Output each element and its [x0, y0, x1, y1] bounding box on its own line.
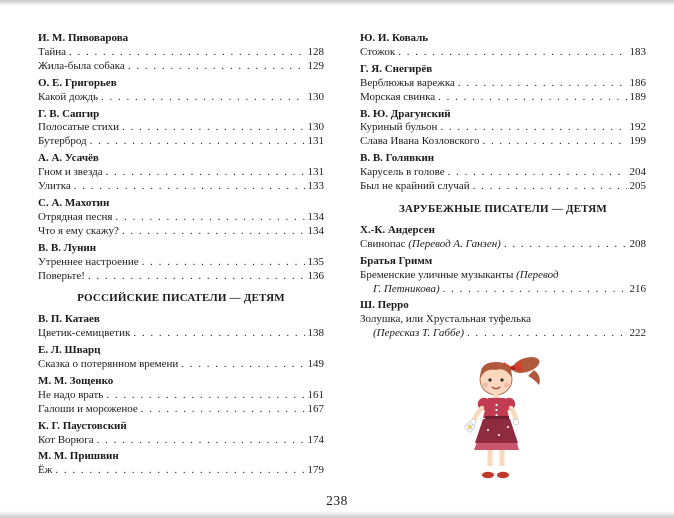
toc-entry	[38, 121, 324, 135]
page-ref: 149	[307, 358, 324, 371]
entry-title-text: Отрядная песня	[38, 210, 113, 223]
page-ref: 183	[629, 45, 646, 58]
toc-entry	[38, 225, 324, 239]
entry-row	[360, 121, 646, 135]
dot-leader	[504, 238, 627, 252]
page-edge-bottom	[0, 511, 674, 518]
entry-title-text: Золушка, или Хрустальная туфелька	[360, 313, 532, 326]
entry-title-text: Бременские уличные музыканты	[360, 268, 517, 281]
dot-leader	[122, 121, 305, 135]
dot-leader	[69, 46, 305, 60]
entry-title	[38, 389, 103, 403]
page-ref: 134	[307, 224, 324, 237]
author-name: С. А. Махотин	[38, 196, 110, 209]
entry-title-text: Что я ему скажу?	[38, 224, 119, 237]
entry-title-line	[360, 269, 646, 283]
entry-title-text: Сказка о потерянном времени	[38, 358, 179, 371]
entry-row	[360, 180, 646, 194]
dot-leader	[142, 256, 305, 270]
author-name: И. М. Пивоварова	[38, 32, 129, 44]
toc-entry	[38, 270, 324, 284]
author-name: В. В. Голявкин	[360, 152, 435, 165]
entry-title	[38, 121, 119, 135]
entry-row	[38, 166, 324, 180]
entry-title-text: Куриный бульон	[360, 121, 438, 134]
toc-entry	[38, 60, 324, 74]
entry-title-text: Карусель в голове	[360, 166, 445, 179]
entry-row	[38, 211, 324, 225]
folio-page-number: 238	[326, 493, 348, 508]
entry-title	[38, 211, 113, 225]
entry-title-text: (Перевод	[516, 268, 559, 281]
entry-title	[38, 464, 52, 478]
toc-entry	[38, 327, 324, 341]
entry-row	[38, 403, 324, 417]
entry-title	[360, 135, 479, 149]
entry-title	[38, 46, 66, 60]
author-name: Братья Гримм	[360, 254, 433, 267]
entry-title	[38, 434, 94, 448]
dot-leader	[440, 121, 626, 135]
page-ref: 216	[629, 282, 646, 295]
dot-leader	[88, 270, 305, 284]
author-name: Е. Л. Шварц	[38, 344, 101, 357]
entry-title-text: (Перевод А. Ганзен)	[408, 237, 501, 250]
entry-row	[38, 270, 324, 284]
dot-leader	[133, 327, 304, 341]
entry-title-text: Жила-была собака	[38, 59, 125, 72]
entry-row	[38, 225, 324, 239]
page-ref: 129	[307, 59, 324, 72]
author-name: Г. Я. Снегирёв	[360, 62, 433, 75]
entry-row	[38, 327, 324, 341]
entry-title	[360, 180, 470, 194]
entry-title	[360, 166, 445, 180]
dot-leader	[116, 211, 305, 225]
entry-row	[38, 60, 324, 74]
toc-entry	[38, 358, 324, 372]
entry-row	[38, 46, 324, 60]
entry-title	[38, 327, 130, 341]
entry-title-text: Какой дождь	[38, 90, 99, 103]
entry-row	[360, 91, 646, 105]
entry-title-text: Был не крайний случай	[360, 180, 470, 193]
dot-leader	[141, 403, 305, 417]
page-ref: 131	[307, 166, 324, 179]
page-ref: 130	[307, 121, 324, 134]
author-name: К. Г. Паустовский	[38, 419, 127, 432]
entry-title	[38, 358, 178, 372]
page-ref: 138	[307, 327, 324, 340]
entry-title	[38, 135, 87, 149]
entry-title	[38, 270, 85, 284]
entry-title-text: Не надо врать	[38, 388, 104, 401]
entry-title	[373, 327, 464, 341]
dot-leader	[467, 327, 626, 341]
entry-row	[38, 389, 324, 403]
dot-leader	[482, 135, 626, 149]
page-ref: 128	[307, 45, 324, 58]
toc-entry	[360, 269, 646, 297]
entry-title	[373, 283, 440, 297]
toc-entry	[360, 166, 646, 180]
author-name: В. Ю. Драгунский	[360, 107, 451, 120]
dot-leader	[106, 166, 305, 180]
entry-title-text: Свинопас	[360, 237, 409, 250]
author-name: О. Е. Григорьев	[38, 76, 117, 89]
dot-leader	[398, 46, 626, 60]
entry-title	[360, 238, 501, 252]
author-name: М. М. Пришвин	[38, 450, 119, 463]
page-ref: 174	[307, 433, 324, 446]
entry-title-text: Полосатые стихи	[38, 121, 119, 134]
toc-entry	[38, 180, 324, 194]
entry-title-text: Цветик-семицветик	[38, 327, 131, 340]
entry-title-line	[360, 313, 646, 327]
author-name: А. А. Усачёв	[38, 152, 99, 165]
entry-title	[38, 180, 71, 194]
page-edge-top	[0, 0, 674, 6]
page-ref: 134	[307, 210, 324, 223]
page-ref: 167	[307, 402, 324, 415]
entry-title	[38, 60, 125, 74]
section-header: РОССИЙСКИЕ ПИСАТЕЛИ — ДЕТЯМ	[77, 292, 285, 305]
entry-row	[38, 121, 324, 135]
entry-row	[360, 77, 646, 91]
page-ref: 136	[307, 269, 324, 282]
entry-title-text: Утреннее настроение	[38, 255, 139, 268]
dot-leader	[443, 283, 627, 297]
page-ref: 205	[629, 180, 646, 193]
entry-row	[38, 180, 324, 194]
entry-title-text: Морская свинка	[360, 90, 436, 103]
entry-title-text: Кот Ворюга	[38, 433, 94, 446]
entry-row	[38, 256, 324, 270]
toc-entry	[360, 135, 646, 149]
entry-title-text: Гном и звезда	[38, 166, 103, 179]
entry-row	[38, 358, 324, 372]
entry-title	[38, 166, 103, 180]
dot-leader	[90, 135, 305, 149]
page-ref: 199	[629, 135, 646, 148]
author-name: Х.-К. Андерсен	[360, 223, 435, 236]
page-ref: 204	[629, 166, 646, 179]
page-ref: 135	[307, 255, 324, 268]
toc-entry	[360, 313, 646, 341]
dot-leader	[97, 434, 305, 448]
entry-row	[360, 327, 646, 341]
dot-leader	[106, 389, 304, 403]
author-name: Г. В. Сапгир	[38, 107, 100, 120]
page-ref: 222	[629, 327, 646, 340]
entry-title	[38, 91, 98, 105]
toc-entry	[38, 403, 324, 417]
dot-leader	[448, 166, 627, 180]
entry-title	[38, 256, 139, 270]
section-header: ЗАРУБЕЖНЫЕ ПИСАТЕЛИ — ДЕТЯМ	[398, 202, 607, 215]
dot-leader	[101, 91, 304, 105]
entry-title-text: Слава Ивана Козловского	[360, 135, 480, 148]
entry-row	[38, 135, 324, 149]
dot-leader	[128, 60, 305, 74]
girl-illustration	[452, 352, 560, 494]
dot-leader	[122, 225, 305, 239]
toc-column-left	[38, 32, 324, 478]
entry-row	[360, 46, 646, 60]
entry-row	[360, 135, 646, 149]
dot-leader	[181, 358, 304, 372]
page-ref: 131	[307, 135, 324, 148]
author-name: Ш. Перро	[360, 299, 409, 312]
dot-leader	[438, 91, 626, 105]
page-ref: 189	[629, 90, 646, 103]
page-ref: 208	[629, 237, 646, 250]
toc-entry	[38, 166, 324, 180]
toc-entry	[360, 180, 646, 194]
entry-row	[360, 166, 646, 180]
entry-title-text: (Пересказ Т. Габбе)	[373, 327, 465, 340]
entry-title-text: Ёж	[38, 464, 53, 477]
dot-leader	[55, 464, 304, 478]
page-ref: 186	[629, 76, 646, 89]
toc-entry	[360, 91, 646, 105]
page-ref: 179	[307, 464, 324, 477]
entry-title	[360, 46, 395, 60]
page-ref: 192	[629, 121, 646, 134]
author-name: М. М. Зощенко	[38, 374, 114, 387]
page-ref: 161	[307, 388, 324, 401]
entry-row	[38, 434, 324, 448]
entry-title-text: Стожок	[360, 45, 396, 58]
toc-entry	[38, 211, 324, 225]
toc-entry	[38, 46, 324, 60]
entry-title-text: Верблюжья варежка	[360, 76, 455, 89]
entry-title-text: Улитка	[38, 180, 71, 193]
entry-title	[360, 77, 455, 91]
page-ref: 130	[307, 90, 324, 103]
entry-row	[360, 283, 646, 297]
entry-row	[38, 464, 324, 478]
entry-title	[38, 225, 119, 239]
toc-entry	[38, 135, 324, 149]
dot-leader	[473, 180, 627, 194]
toc-entry	[38, 464, 324, 478]
toc-entry	[38, 434, 324, 448]
entry-title	[38, 403, 138, 417]
author-name: Ю. И. Коваль	[360, 32, 429, 44]
entry-title-text: Бутерброд	[38, 135, 87, 148]
dot-leader	[74, 180, 305, 194]
page-ref: 133	[307, 180, 324, 193]
toc-entry	[38, 256, 324, 270]
entry-title-text: Тайна	[38, 45, 66, 58]
entry-title-text: Поверьте!	[38, 269, 85, 282]
toc-entry	[38, 389, 324, 403]
toc-entry	[360, 77, 646, 91]
toc-entry	[360, 121, 646, 135]
toc-entry	[360, 46, 646, 60]
toc-entry	[38, 91, 324, 105]
author-name: В. П. Катаев	[38, 313, 100, 326]
entry-title	[360, 91, 435, 105]
author-name: В. В. Лунин	[38, 241, 97, 254]
entry-row	[360, 238, 646, 252]
entry-title-text: Г. Петникова)	[373, 282, 440, 295]
entry-title-text: Галоши и мороженое	[38, 402, 138, 415]
entry-title	[360, 121, 437, 135]
entry-row	[38, 91, 324, 105]
toc-entry	[360, 238, 646, 252]
dot-leader	[458, 77, 627, 91]
